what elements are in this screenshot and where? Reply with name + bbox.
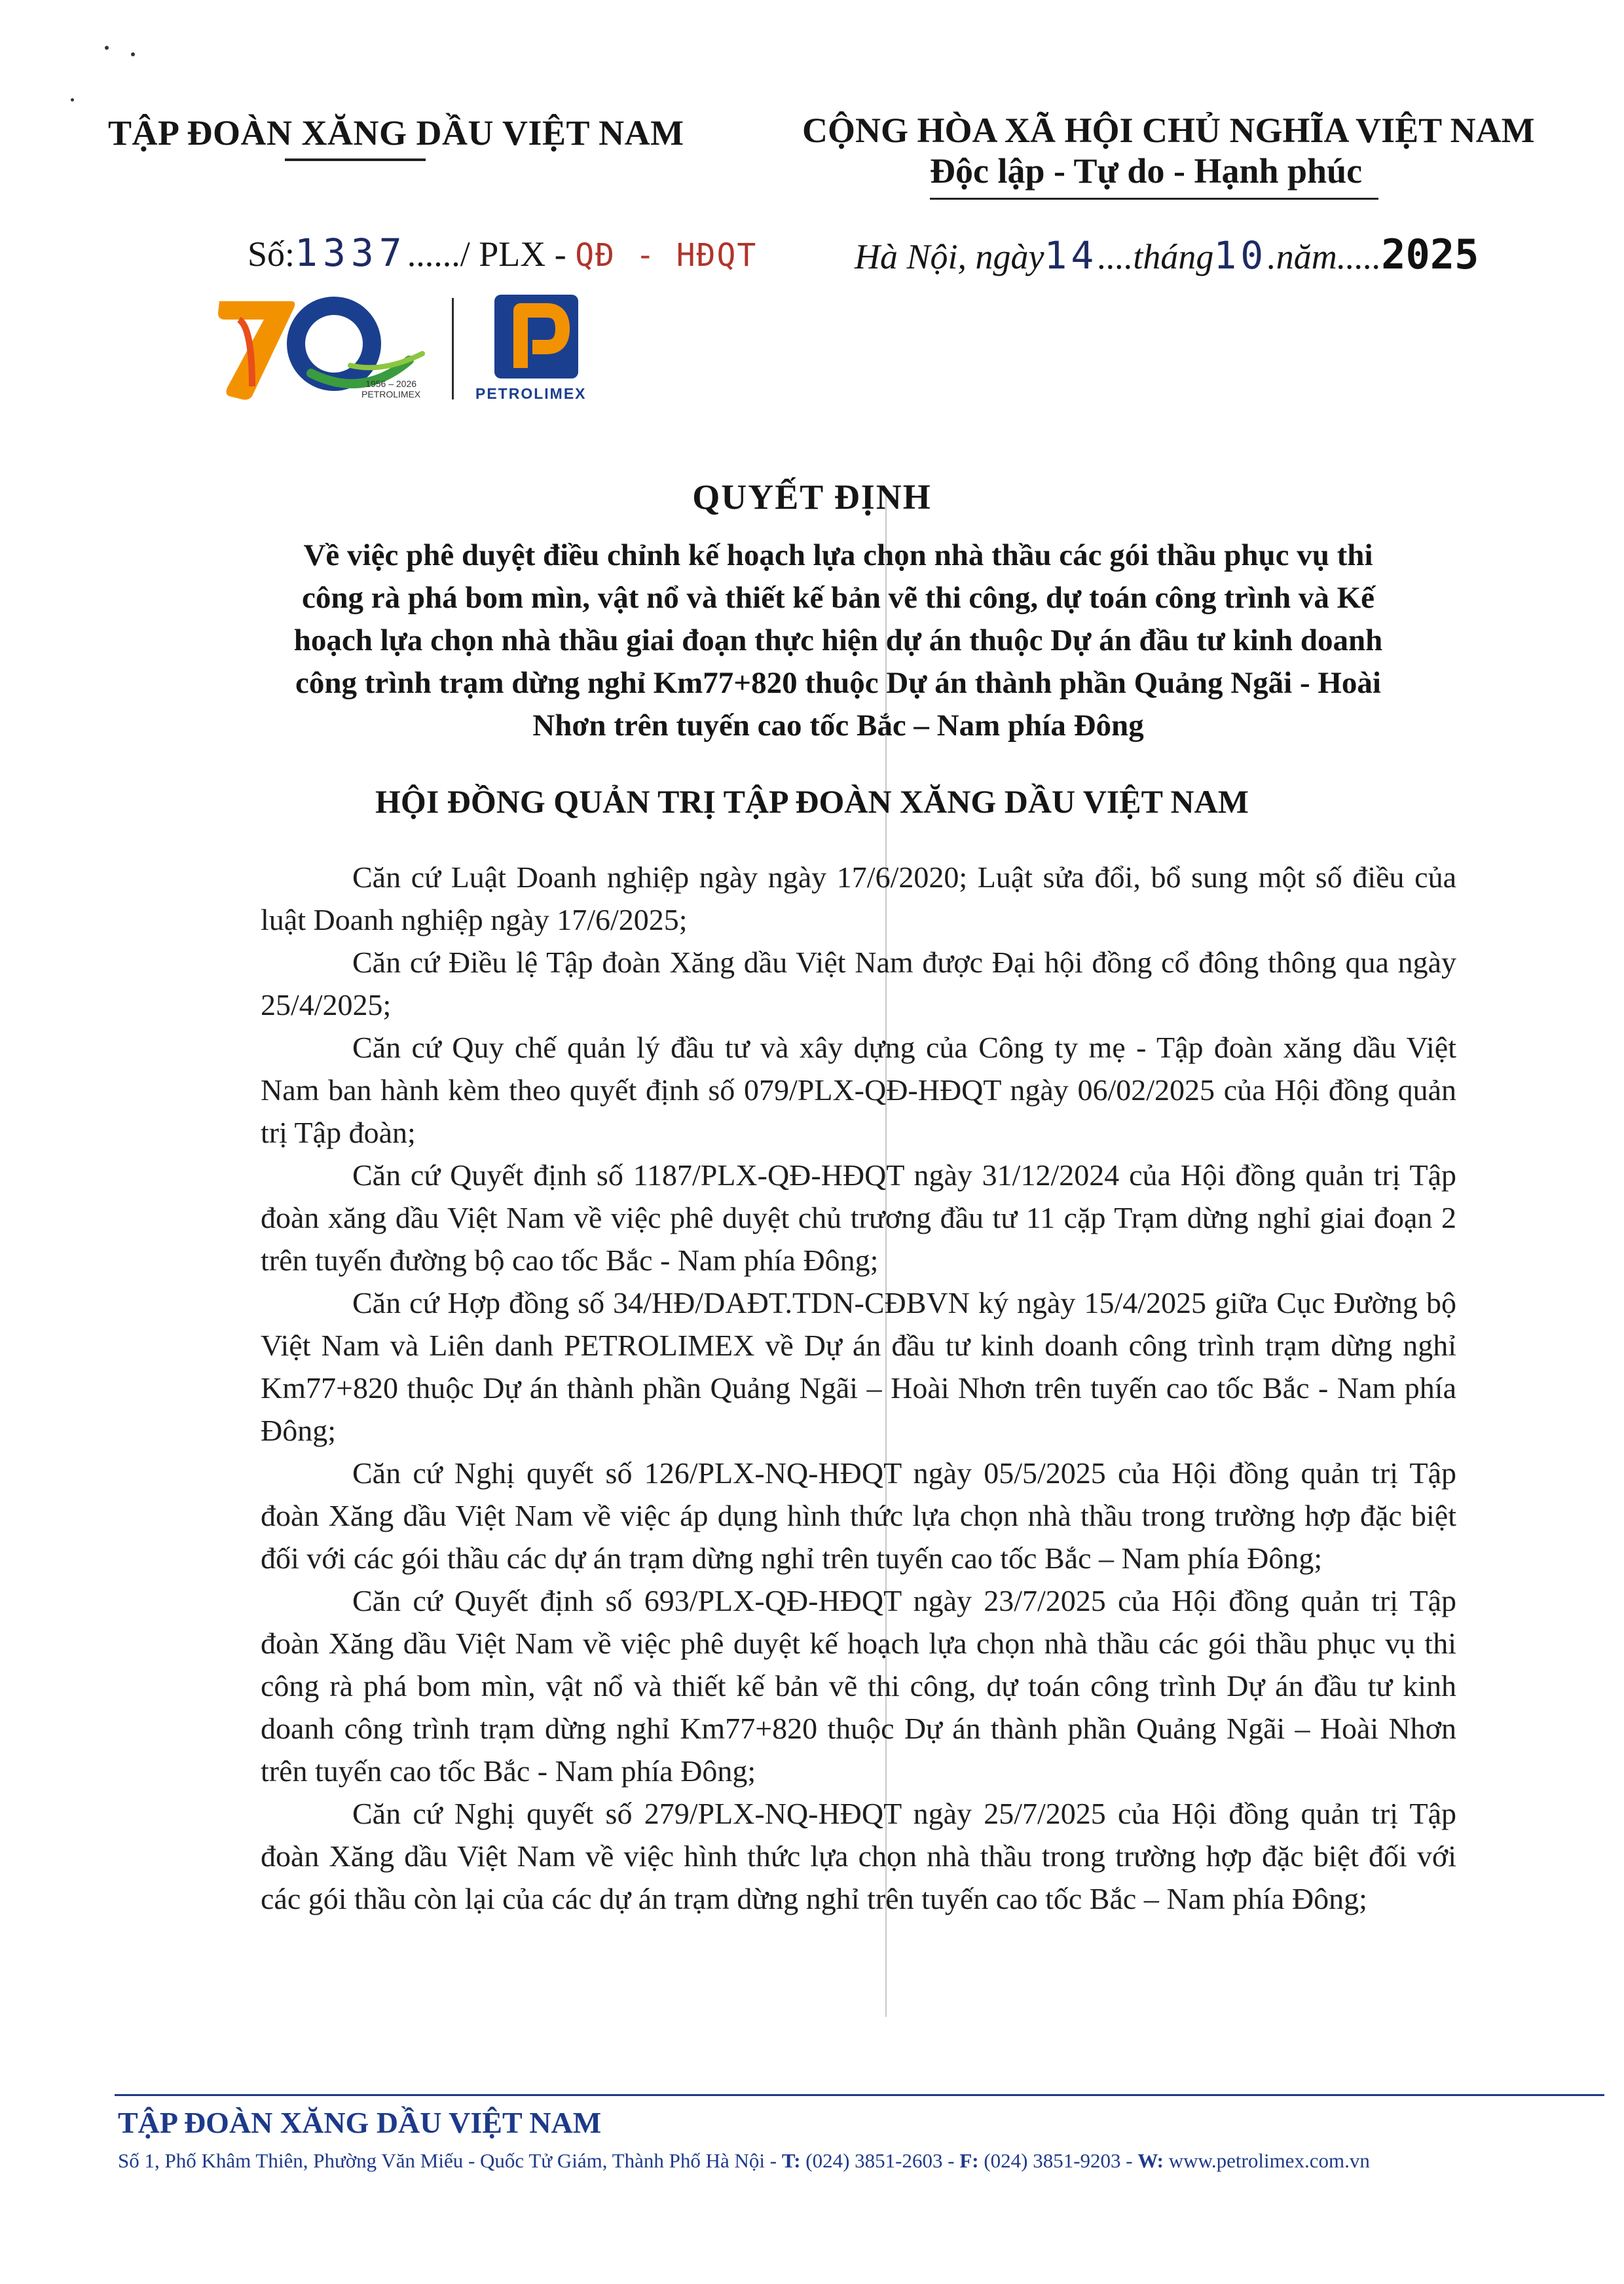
footer-website: www.petrolimex.com.vn [1168, 2149, 1370, 2172]
date-month: 10 [1213, 233, 1268, 278]
footer-address: Số 1, Phố Khâm Thiên, Phường Văn Miếu - Quốc Tử Giám, Thành Phố Hà Nội - [118, 2149, 777, 2172]
decision-subject [223, 534, 1454, 747]
number-suffix: QĐ - HĐQT [575, 237, 758, 274]
date-year: 2025 [1381, 230, 1479, 278]
basis-paragraph: Căn cứ Luật Doanh nghiệp ngày ngày 17/6/2020; Luật sửa đổi, bổ sung một số điều của luật Doanh nghiệp ngày 17/6/2025; [261, 860, 1456, 936]
number-separator: / PLX - [460, 234, 566, 274]
decision-title: QUYẾT ĐỊNH [692, 477, 932, 517]
date-place: Hà Nội, ngày [855, 237, 1044, 276]
national-motto: Độc lập - Tự do - Hạnh phúc [930, 151, 1363, 191]
web-label: W: [1137, 2149, 1164, 2172]
subject-line: Về việc phê duyệt điều chỉnh kế hoạch lựa chọn nhà thầu các gói thầu phục vụ thi [303, 538, 1373, 572]
anniversary-caption [361, 378, 420, 399]
board-heading: HỘI ĐỒNG QUẢN TRỊ TẬP ĐOÀN XĂNG DẦU VIỆT NAM [375, 783, 1249, 820]
organization-underline [285, 158, 426, 161]
basis-paragraph: Căn cứ Quyết định số 693/PLX-QĐ-HĐQT ngày 23/7/2025 của Hội đồng quản trị Tập đoàn Xăng dầu Việt Nam về việc phê duyệt kế hoạch lựa chọn nhà thầu các gói thầu phục vụ thi công rà phá bom mìn, vật nổ và thiết kế bản vẽ thi công, dự toán công trình Dự án đầu tư kinh doanh công trình trạm dừng nghỉ Km77+820 thuộc Dự án thành phần Quảng Ngãi – Hoài Nhơn trên tuyến cao tốc Bắc - Nam phía Đông; [261, 1584, 1456, 1788]
legal-basis [261, 856, 1456, 1920]
petrolimex-logo-icon [494, 295, 578, 378]
footer-organization: TẬP ĐOÀN XĂNG DẦU VIỆT NAM [118, 2106, 602, 2139]
subject-line: công trình trạm dừng nghỉ Km77+820 thuộc Dự án thành phần Quảng Ngãi - Hoài [295, 666, 1381, 700]
petrolimex-brand-name: PETROLIMEX [475, 385, 587, 402]
anniversary-years: 1956 – 2026 [365, 378, 417, 389]
footer-contact [118, 2149, 1370, 2173]
footer-fax: (024) 3851-9203 - [984, 2149, 1133, 2172]
subject-line: công rà phá bom mìn, vật nổ và thiết kế bản vẽ thi công, dự toán công trình và Kế [301, 581, 1375, 615]
fax-label: F: [959, 2149, 979, 2172]
country-name: CỘNG HÒA XÃ HỘI CHỦ NGHĨA VIỆT NAM [802, 111, 1535, 150]
footer-phone: (024) 3851-2603 - [805, 2149, 955, 2172]
date-month-label: tháng [1133, 237, 1214, 276]
phone-label: T: [781, 2149, 801, 2172]
date-year-label: năm [1276, 237, 1337, 276]
basis-paragraph: Căn cứ Quy chế quản lý đầu tư và xây dựng của Công ty mẹ - Tập đoàn xăng dầu Việt Nam ban hành kèm theo quyết định số 079/PLX-QĐ-HĐQT ngày 06/02/2025 của Hội đồng quản trị Tập đoàn; [261, 1031, 1456, 1149]
organization-name: TẬP ĐOÀN XĂNG DẦU VIỆT NAM [108, 113, 684, 153]
footer-divider [115, 2094, 1604, 2096]
basis-paragraph: Căn cứ Điều lệ Tập đoàn Xăng dầu Việt Nam được Đại hội đồng cổ đông thông qua ngày 25/4/2025; [261, 946, 1456, 1022]
document-date: Hà Nội, ngày14....tháng10.năm.....2025 [855, 230, 1479, 278]
date-day: 14 [1044, 233, 1098, 278]
subject-line: Nhơn trên tuyến cao tốc Bắc – Nam phía Đông [532, 709, 1144, 743]
number-handwritten: 1337 [295, 230, 407, 275]
basis-paragraph: Căn cứ Hợp đồng số 34/HĐ/DAĐT.TDN-CĐBVN ký ngày 15/4/2025 giữa Cục Đường bộ Việt Nam và Liên danh PETROLIMEX về Dự án đầu tư kinh doanh công trình trạm dừng nghỉ Km77+820 thuộc Dự án thành phần Quảng Ngãi – Hoài Nhơn trên tuyến cao tốc Bắc - Nam phía Đông; [261, 1286, 1456, 1447]
basis-paragraph: Căn cứ Nghị quyết số 126/PLX-NQ-HĐQT ngày 05/5/2025 của Hội đồng quản trị Tập đoàn Xăng dầu Việt Nam về việc áp dụng hình thức lựa chọn nhà thầu trong trường hợp đặc biệt đối với các gói thầu các dự án trạm dừng nghỉ trên tuyến cao tốc Bắc – Nam phía Đông; [261, 1456, 1456, 1575]
basis-paragraph: Căn cứ Quyết định số 1187/PLX-QĐ-HĐQT ngày 31/12/2024 của Hội đồng quản trị Tập đoàn xăng dầu Việt Nam về việc phê duyệt chủ trương đầu tư 11 cặp Trạm dừng nghỉ giai đoạn 2 trên tuyến đường bộ cao tốc Bắc - Nam phía Đông; [261, 1158, 1456, 1277]
basis-paragraph: Căn cứ Nghị quyết số 279/PLX-NQ-HĐQT ngày 25/7/2025 của Hội đồng quản trị Tập đoàn Xăng dầu Việt Nam về việc hình thức lựa chọn nhà thầu trong trường hợp đặc biệt đối với các gói thầu còn lại của các dự án trạm dừng nghỉ trên tuyến cao tốc Bắc – Nam phía Đông; [261, 1797, 1456, 1915]
document-number: Số:1337....../ PLX - QĐ - HĐQT [248, 230, 758, 275]
scan-speck [105, 46, 109, 50]
scan-speck [71, 98, 74, 101]
logo-divider [452, 298, 454, 399]
subject-line: hoạch lựa chọn nhà thầu giai đoạn thực hiện dự án thuộc Dự án đầu tư kinh doanh [293, 623, 1383, 657]
number-label: Số: [248, 234, 295, 274]
scan-speck [131, 52, 135, 56]
motto-underline [930, 198, 1378, 200]
anniversary-brand: PETROLIMEX [361, 389, 421, 399]
